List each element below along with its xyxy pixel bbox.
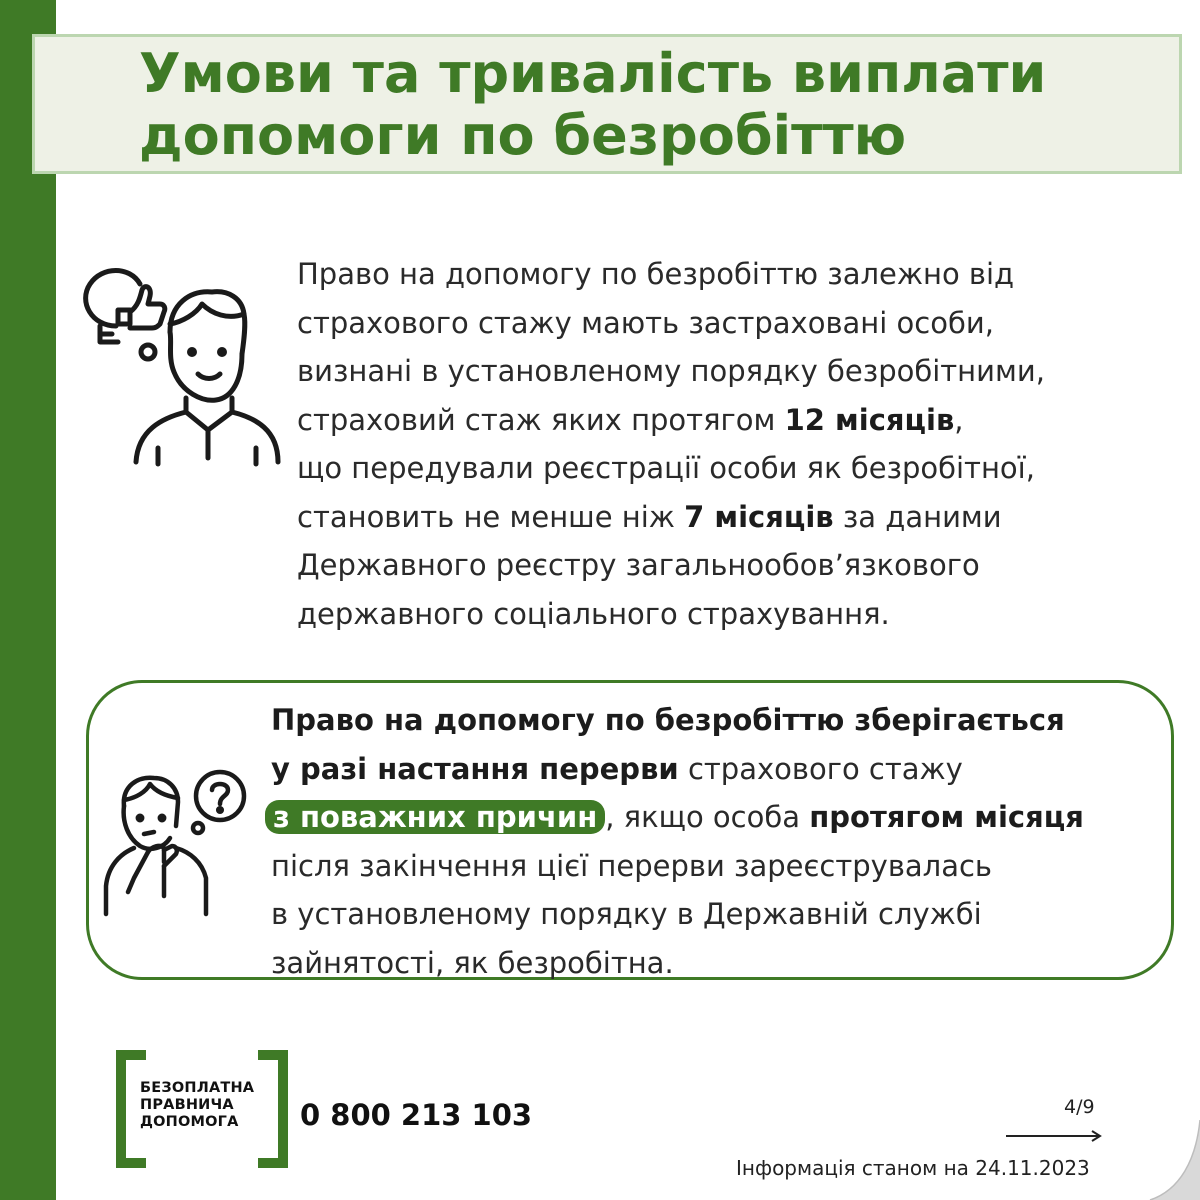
person-question-icon bbox=[98, 766, 254, 922]
p1-line-2: страхового стажу мають застраховані особи, bbox=[297, 305, 994, 340]
info-date: Інформація станом на 24.11.2023 bbox=[736, 1156, 1090, 1180]
paragraph-retention bbox=[271, 696, 1171, 987]
logo-line-3: ДОПОМОГА bbox=[140, 1114, 239, 1130]
logo-bracket-right bbox=[258, 1050, 288, 1168]
page-title bbox=[139, 43, 1046, 167]
green-sidebar bbox=[0, 0, 56, 1200]
paragraph-eligibility bbox=[297, 250, 1177, 638]
p1-line-6-post: за даними bbox=[833, 499, 1002, 534]
p2-line-3 bbox=[271, 793, 1171, 842]
arrow-right-icon[interactable] bbox=[1006, 1126, 1102, 1146]
page-curl-decoration bbox=[1140, 1120, 1200, 1200]
p2-bold-interruption: у разі настання перерви bbox=[271, 751, 679, 786]
p1-line-3: визнані в установленому порядку безробітними, bbox=[297, 354, 1045, 388]
p2-line-2-text: страхового стажу bbox=[678, 751, 963, 786]
p1-line-6-text: становить не менше ніж bbox=[297, 499, 685, 534]
p2-line-4: після закінчення цієї перерви зареєструвалась bbox=[271, 848, 993, 883]
p2-bold-heading: Право на допомогу по безробіттю зберігається bbox=[271, 703, 1065, 737]
p1-line-7: Державного реєстру загальнообов’язкового bbox=[297, 548, 980, 582]
p2-line-3-text: , якщо особа bbox=[605, 800, 810, 834]
p1-line-4 bbox=[297, 396, 1177, 445]
p2-line-1 bbox=[271, 696, 1171, 745]
p2-line-6: зайнятості, як безробітна. bbox=[271, 945, 674, 980]
logo-text bbox=[140, 1080, 254, 1131]
p2-bold-within-month: протягом місяця bbox=[809, 800, 1084, 834]
logo-line-1: БЕЗОПЛАТНА bbox=[140, 1080, 255, 1096]
person-thumbs-up-icon bbox=[72, 262, 284, 474]
title-banner bbox=[32, 34, 1182, 174]
p2-line-5: в установленому порядку в Державній службі bbox=[271, 897, 982, 931]
title-line-1: Умови та тривалість виплати bbox=[139, 42, 1047, 105]
p1-bold-7-months: 7 місяців bbox=[684, 499, 834, 534]
p1-line-4-comma: , bbox=[954, 402, 964, 437]
p1-bold-12-months: 12 місяців bbox=[784, 402, 955, 437]
p1-line-5: що передували реєстрації особи як безробітної, bbox=[297, 451, 1035, 485]
hotline-phone: 0 800 213 103 bbox=[300, 1098, 533, 1132]
p1-line-1: Право на допомогу по безробіттю залежно від bbox=[297, 257, 1015, 291]
p1-line-4-text: страховий стаж яких протягом bbox=[297, 402, 785, 437]
logo-line-2: ПРАВНИЧА bbox=[140, 1097, 234, 1113]
title-line-2: допомоги по безробіттю bbox=[139, 104, 907, 167]
p1-line-8: державного соціального страхування. bbox=[297, 596, 890, 631]
free-legal-aid-logo bbox=[116, 1050, 288, 1168]
p2-highlight-valid-reasons: з поважних причин bbox=[265, 800, 605, 834]
p2-line-2 bbox=[271, 745, 1171, 794]
p1-line-6 bbox=[297, 493, 1177, 542]
page-indicator: 4/9 bbox=[1064, 1096, 1095, 1118]
